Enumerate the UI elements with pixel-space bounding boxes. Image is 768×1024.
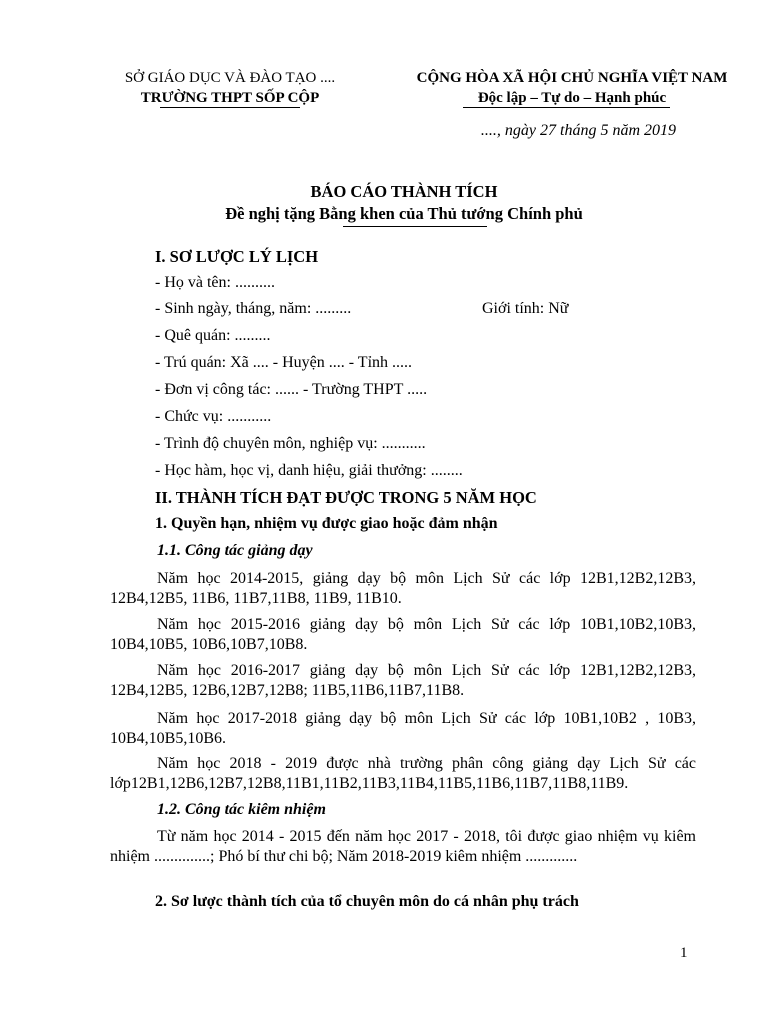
teaching-paragraph-2014: Năm học 2014-2015, giảng dạy bộ môn Lịch Sử các lớp 12B1,12B2,12B3, 12B4,12B5, 11B6, 11B7,11B8, 11B9, 11B10. bbox=[110, 570, 696, 607]
subsection-1-heading: 1. Quyền hạn, nhiệm vụ được giao hoặc đảm nhận bbox=[155, 515, 498, 532]
school-name: TRƯỜNG THPT SỐP CỘP bbox=[140, 90, 320, 106]
report-subtitle: Đề nghị tặng Bằng khen của Thủ tướng Chính phủ bbox=[225, 204, 583, 223]
teaching-paragraph-2018: Năm học 2018 - 2019 được nhà trường phân công giảng dạy Lịch Sử các lớp12B1,12B6,12B7,12B8,11B1,11B2,11B3,11B4,11B5,11B6,11B7,11B8,11B9. bbox=[110, 755, 696, 792]
country-name: CỘNG HÒA XÃ HỘI CHỦ NGHĨA VIỆT NAM bbox=[416, 70, 728, 86]
subsection-2-heading: 2. Sơ lược thành tích của tổ chuyên môn do cá nhân phụ trách bbox=[155, 893, 579, 910]
field-birth: - Sinh ngày, tháng, năm: ......... bbox=[155, 300, 352, 317]
section2-heading: II. THÀNH TÍCH ĐẠT ĐƯỢC TRONG 5 NĂM HỌC bbox=[155, 488, 537, 507]
teaching-paragraph-2017: Năm học 2017-2018 giảng dạy bộ môn Lịch Sử các lớp 10B1,10B2 , 10B3, 10B4,10B5,10B6. bbox=[110, 710, 696, 747]
field-qualification: - Trình độ chuyên môn, nghiệp vụ: ........... bbox=[155, 435, 426, 452]
department-name: SỞ GIÁO DỤC VÀ ĐÀO TẠO .... bbox=[124, 70, 336, 86]
field-residence: - Trú quán: Xã .... - Huyện .... - Tỉnh ..... bbox=[155, 354, 413, 371]
report-title: BÁO CÁO THÀNH TÍCH bbox=[310, 182, 498, 201]
subtitle-underline bbox=[343, 226, 487, 227]
national-motto: Độc lập – Tự do – Hạnh phúc bbox=[477, 90, 667, 106]
page-number: 1 bbox=[680, 945, 688, 961]
concurrent-duties-paragraph: Từ năm học 2014 - 2015 đến năm học 2017 - 2018, tôi được giao nhiệm vụ kiêm nhiệm ..............; Phó bí thư chi bộ; Năm 2018-2019 kiêm nhiệm ............. bbox=[110, 828, 696, 865]
subsection-1-2-heading: 1.2. Công tác kiêm nhiệm bbox=[157, 801, 326, 818]
field-gender: Giới tính: Nữ bbox=[482, 300, 569, 317]
motto-underline bbox=[463, 107, 670, 108]
subsection-1-1-heading: 1.1. Công tác giảng dạy bbox=[157, 542, 313, 559]
header-left bbox=[100, 68, 360, 108]
field-hometown: - Quê quán: ......... bbox=[155, 327, 271, 344]
school-name-underline bbox=[160, 107, 300, 108]
header-right bbox=[386, 68, 758, 108]
field-titles: - Học hàm, học vị, danh hiệu, giải thưởng: ........ bbox=[155, 462, 463, 479]
field-name: - Họ và tên: .......... bbox=[155, 274, 275, 291]
date-line: ...., ngày 27 tháng 5 năm 2019 bbox=[480, 122, 676, 139]
field-position: - Chức vụ: ........... bbox=[155, 408, 272, 425]
section1-heading: I. SƠ LƯỢC LÝ LỊCH bbox=[155, 247, 319, 266]
teaching-paragraph-2016: Năm học 2016-2017 giảng dạy bộ môn Lịch Sử các lớp 12B1,12B2,12B3, 12B4,12B5, 12B6,12B7,12B8; 11B5,11B6,11B7,11B8. bbox=[110, 662, 696, 699]
teaching-paragraph-2015: Năm học 2015-2016 giảng dạy bộ môn Lịch Sử các lớp 10B1,10B2,10B3, 10B4,10B5, 10B6,10B7,10B8. bbox=[110, 616, 696, 653]
field-workplace: - Đơn vị công tác: ...... - Trường THPT ..... bbox=[155, 381, 428, 398]
